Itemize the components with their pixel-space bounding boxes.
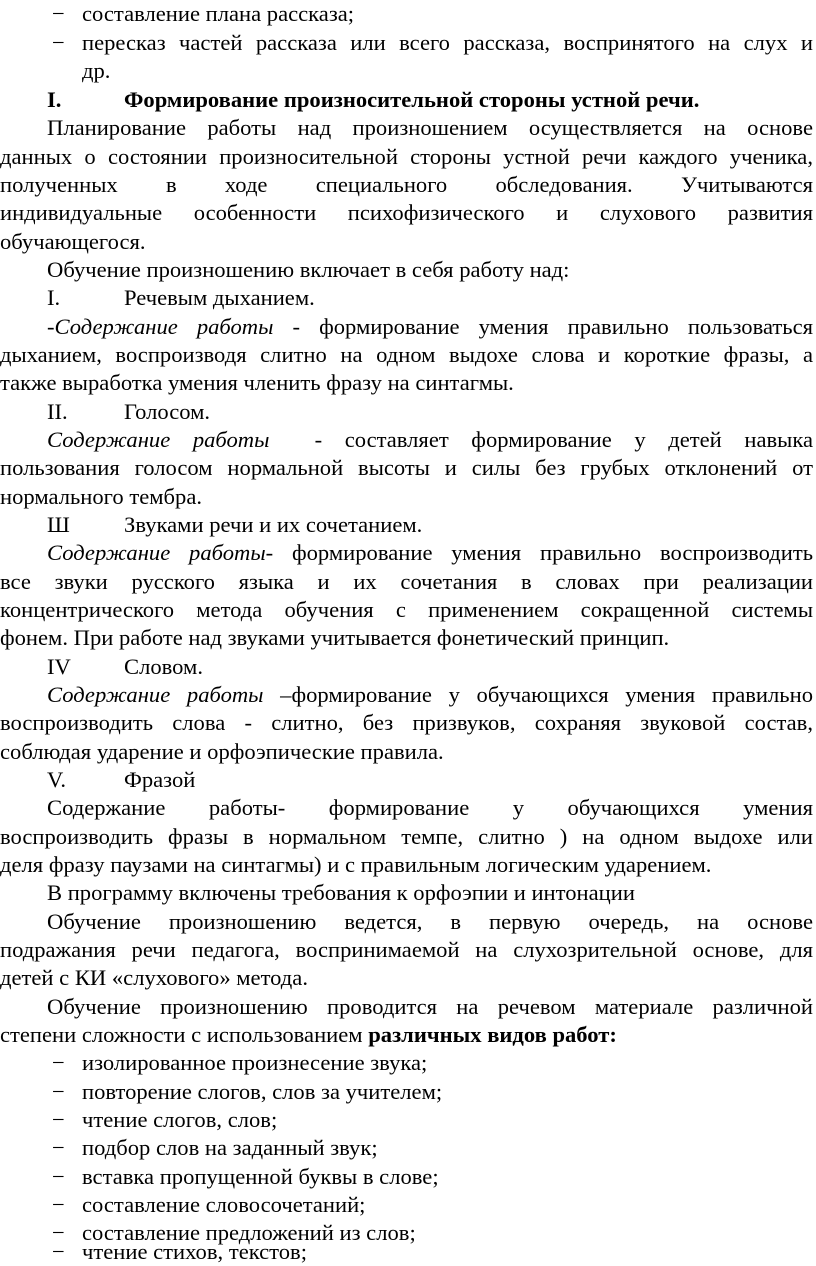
dash-bullet: − bbox=[52, 1164, 65, 1189]
dash-bullet: − bbox=[52, 1050, 65, 1075]
dash-bullet: − bbox=[52, 1107, 65, 1132]
paragraph-line: воспроизводить слова - слитно, без призвуков, сохраняя звуковой состав, bbox=[0, 710, 813, 735]
paragraph-line: фонем. При работе над звуками учитывается фонетический принцип. bbox=[0, 625, 670, 650]
paragraph-line: обучающегося. bbox=[0, 229, 146, 254]
paragraph-line: подражания речи педагога, воспринимаемой на слухозрительной основе, для bbox=[0, 937, 813, 962]
paragraph-line: также выработка умения членить фразу на синтагмы. bbox=[0, 370, 514, 395]
paragraph-line: нормального тембра. bbox=[0, 484, 202, 509]
paragraph-line: Обучение произношению включает в себя работу над: bbox=[47, 257, 570, 282]
paragraph-line: дыханием, воспроизводя слитно на одном выдохе слова и короткие фразы, а bbox=[0, 342, 813, 367]
dash-bullet: − bbox=[52, 1192, 65, 1217]
paragraph-line: концентрического метода обучения с применением сокращенной системы bbox=[0, 597, 813, 622]
paragraph-line: воспроизводить фразы в нормальном темпе, слитно ) на одном выдохе или bbox=[0, 824, 813, 849]
paragraph-line: Обучение произношению проводится на речевом материале различной bbox=[47, 994, 813, 1019]
paragraph-line: данных о состоянии произносительной стороны устной речи каждого ученика, bbox=[0, 144, 813, 169]
dash-bullet: − bbox=[52, 1135, 65, 1160]
dash-bullet: − bbox=[52, 1239, 65, 1264]
paragraph-line: детей с КИ «слухового» метода. bbox=[0, 965, 308, 990]
paragraph-line: соблюдая ударение и орфоэпические правила. bbox=[0, 739, 444, 764]
document-page: − составление плана рассказа; − пересказ частей рассказа или всего рассказа, воспринятого на слух и др. I. Формирование произносительной стороны устной речи. Планирование работы над произношением осуществляется на основе данных о состоянии произносительной стороны устной речи каждого ученика, полученных в ходе специального обследования. Учитываются индивидуальные особенности психофизического и слухового развития обучающегося. Обучение произношению включает в себя работу над: I. Речевым дыханием. -Содержание работы - формирование умения правильно пользоваться дыханием, воспроизводя слитно на одном выдохе слова и короткие фразы, а также выработка умения членить фразу на синтагмы. II. Голосом. Содержание работы - составляет формирование у детей навыка пользования голосом нормальной высоты и силы без грубых отклонений от нормального тембра. Ш Звуками речи и их сочетанием. Содержание работы- формирование умения правильно воспроизводить все звуки русского языка и их сочетания в словах при реализации концентрического метода обучения с применением сокращенной системы фонем. При работе над звуками учитывается фонетический принцип. IV Словом. Содержание работы –формирование у обучающихся умения правильно воспроизводить слова - слитно, без призвуков, сохраняя звуковой состав, соблюдая ударение и орфоэпические правила. V. Фразой Содержание работы- формирование у обучающихся умения воспроизводить фразы в нормальном темпе, слитно ) на одном выдохе или деля фразу паузами на синтагмы) и с правильным логическим ударением. В программу включены требования к орфоэпии и интонации Обучение произношению ведется, в первую очередь, на основе подражания речи педагога, воспринимаемой на слухозрительной основе, для детей с КИ «слухового» метода. Обучение произношению проводится на речевом материале различной степени сложности с использованием различных видов работ: − изолированное произнесение звука; − повторение слогов, слов за учителем; − чтение слогов, слов; − подбор слов на заданный звук; − вставка пропущенной буквы в слове; − составление словосочетаний; − составление предложений из слов; − чтение стихов, текстов; bbox=[0, 0, 816, 1266]
paragraph-line: пользования голосом нормальной высоты и силы без грубых отклонений от bbox=[0, 455, 813, 480]
heading-text: Формирование произносительной стороны устной речи. bbox=[124, 87, 700, 112]
item-lead-line: -Содержание работы - формирование умения правильно пользоваться bbox=[47, 314, 813, 339]
dash-bullet: − bbox=[52, 1220, 65, 1245]
paragraph-line: индивидуальные особенности психофизического и слухового развития bbox=[0, 200, 813, 225]
item-lead-line: Содержание работы- формирование у обучающихся умения bbox=[47, 795, 813, 820]
paragraph-line: деля фразу паузами на синтагмы) и с правильным логическим ударением. bbox=[0, 852, 712, 877]
heading-number: I. bbox=[47, 87, 62, 112]
bold-phrase: различных видов работ: bbox=[368, 1022, 617, 1047]
paragraph-line: В программу включены требования к орфоэпии и интонации bbox=[47, 880, 635, 905]
paragraph-line: степени сложности с использованием различных видов работ: bbox=[0, 1022, 617, 1047]
dash-bullet: − bbox=[52, 1, 65, 26]
paragraph-line: полученных в ходе специального обследования. Учитываются bbox=[0, 172, 813, 197]
list-item-text: др. bbox=[82, 58, 111, 83]
dash-bullet: − bbox=[52, 1079, 65, 1104]
list-item-text: пересказ частей рассказа или всего рассказа, воспринятого на слух и bbox=[82, 30, 813, 55]
paragraph-line: все звуки русского языка и их сочетания в словах при реализации bbox=[0, 569, 813, 594]
paragraph-line: Обучение произношению ведется, в первую очередь, на основе bbox=[47, 909, 813, 934]
item-lead-line: Содержание работы- формирование умения правильно воспроизводить bbox=[47, 540, 813, 565]
item-lead-line: Содержание работы –формирование у обучающихся умения правильно bbox=[47, 682, 813, 707]
paragraph-line: Планирование работы над произношением осуществляется на основе bbox=[47, 115, 813, 140]
item-lead-line: Содержание работы - составляет формирование у детей навыка bbox=[47, 427, 813, 452]
list-item-text: составление плана рассказа; bbox=[82, 1, 355, 26]
dash-bullet: − bbox=[52, 30, 65, 55]
